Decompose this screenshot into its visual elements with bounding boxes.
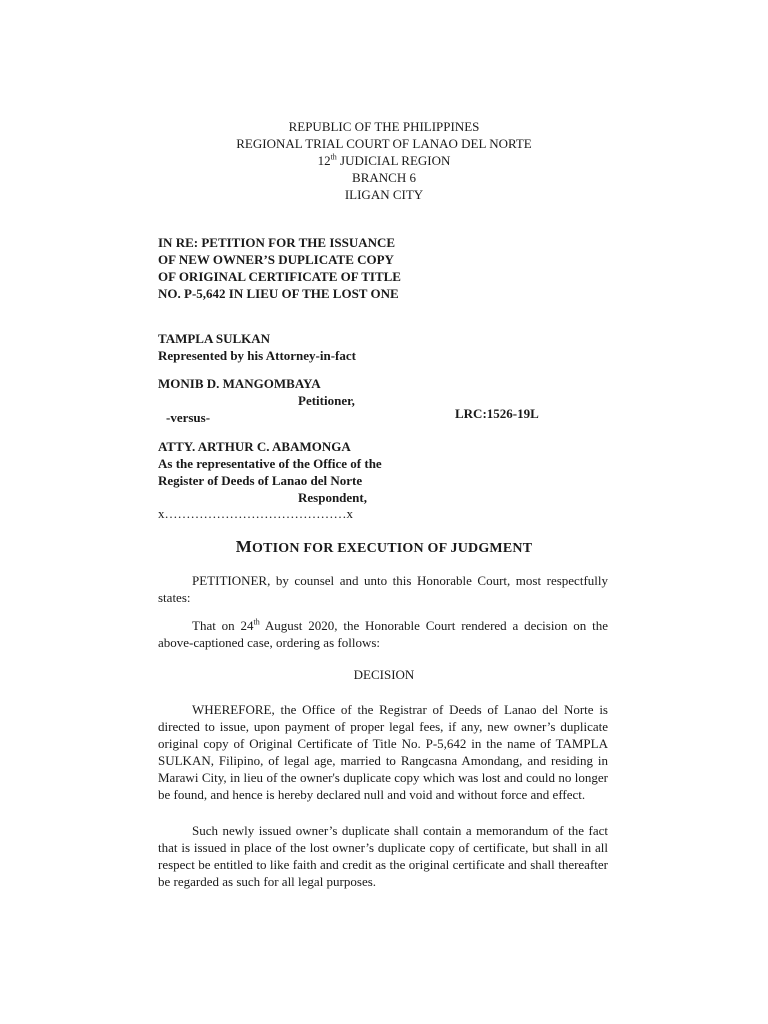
caption-line: IN RE: PETITION FOR THE ISSUANCE: [158, 235, 396, 250]
case-caption-in-re: [158, 234, 401, 302]
caption-line: OF ORIGINAL CERTIFICATE OF TITLE: [158, 269, 401, 284]
represented-by: Represented by his Attorney-in-fact: [158, 348, 356, 363]
caption-separator: x……………………………………x: [158, 506, 353, 521]
header-region: 12th JUDICIAL REGION: [317, 152, 451, 168]
respondent-role: Respondent,: [298, 490, 367, 505]
header-branch: BRANCH 6: [352, 170, 416, 185]
decision-date-paragraph: That on 24th August 2020, the Honorable Court rendered a decision on the above-captioned case, ordering as follows:: [158, 617, 608, 650]
motion-title: MOTION FOR EXECUTION OF JUDGMENT: [235, 537, 533, 556]
respondent-name: ATTY. ARTHUR C. ABAMONGA: [158, 439, 351, 454]
intro-paragraph: PETITIONER, by counsel and unto this Honorable Court, most respectfully states:: [158, 573, 608, 605]
caption-line: OF NEW OWNER’S DUPLICATE COPY: [158, 252, 394, 267]
caption-line: NO. P-5,642 IN LIEU OF THE LOST ONE: [158, 286, 399, 301]
case-number: LRC:1526-19L: [455, 406, 539, 421]
header-republic: REPUBLIC OF THE PHILIPPINES: [288, 119, 480, 134]
respondent-block: [158, 438, 382, 506]
petitioner-role: Petitioner,: [298, 393, 355, 408]
wherefore-paragraph: WHEREFORE, the Office of the Registrar of Deeds of Lanao del Norte is directed to issue, upon payment of proper legal fees, if any, new owner’s duplicate original copy of Original Certificate of Title No. P-5,642 in the name of TAMPLA SULKAN, Filipino, of legal age, married to Rangcasna Amondang, and residing in Marawi City, in lieu of the owner's duplicate copy which was lost and could no longer be found, and hence is hereby declared null and void and without force and effect.: [158, 702, 608, 802]
owner-block: [158, 330, 356, 364]
header-city: ILIGAN CITY: [344, 187, 424, 202]
petitioner-name: MONIB D. MANGOMBAYA: [158, 376, 321, 391]
petitioner-block: [158, 375, 355, 426]
such-paragraph: Such newly issued owner’s duplicate shall contain a memorandum of the fact that is issued in place of the lost owner’s duplicate copy of certificate, but shall in all respect be entitled to like faith and credit as the original certificate and shall thereafter be regarded as such for all legal purposes.: [158, 823, 608, 889]
versus-label: -versus-: [166, 410, 211, 425]
owner-name: TAMPLA SULKAN: [158, 331, 271, 346]
respondent-description: As the representative of the Office of the: [158, 456, 382, 471]
respondent-description: Register of Deeds of Lanao del Norte: [158, 473, 363, 488]
header-court: REGIONAL TRIAL COURT OF LANAO DEL NORTE: [236, 136, 532, 151]
court-header: [0, 118, 768, 203]
decision-heading: DECISION: [353, 667, 415, 682]
